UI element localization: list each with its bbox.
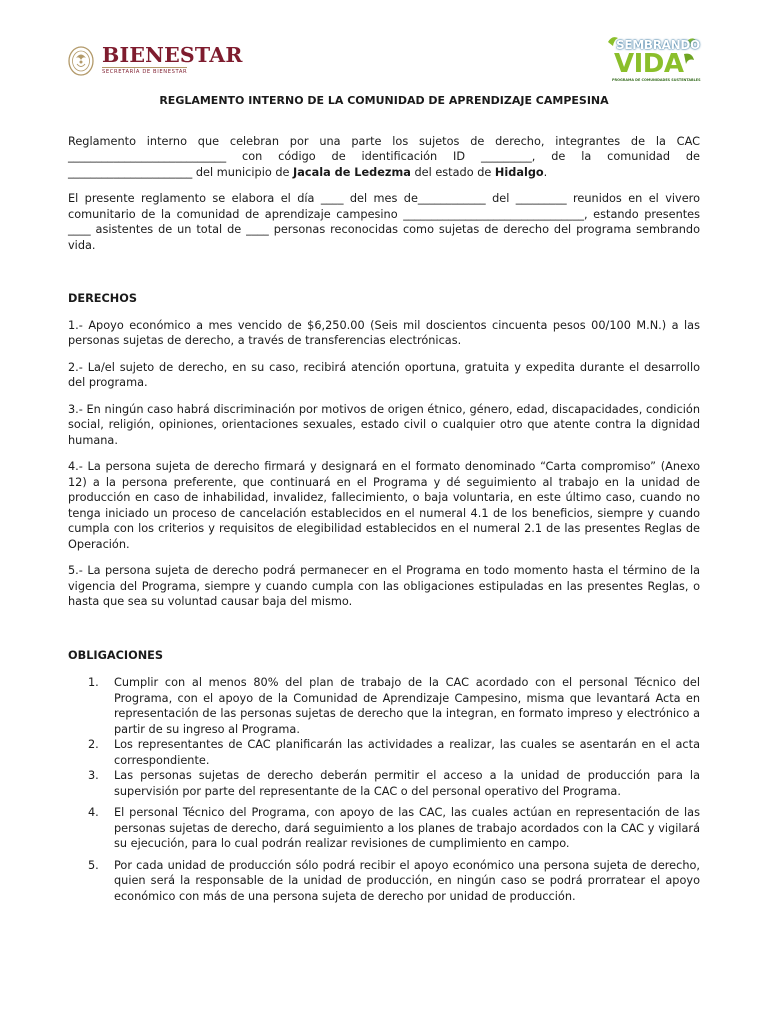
logo-footer-text: PROGRAMA DE COMUNIDADES SUSTENTABLES [612,78,701,82]
obligacion-item: 2. Los representantes de CAC planificarán las actividades a realizar, las cuales se asentarán en el acta correspondiente. [88,738,700,767]
community-blank: ______________________ [68,165,193,179]
bienestar-logo [66,42,243,78]
logo-top-text: SEMBRANDO [616,38,700,52]
document-title: REGLAMENTO INTERNO DE LA COMUNIDAD DE APRENDIZAJE CAMPESINA [159,94,609,107]
obligacion-item: 5. Por cada unidad de producción sólo podrá recibir el apoyo económico una persona sujeta de derecho, quien será la responsable de la unidad de producción, en ningún caso se podrá prorratear el apoyo económico con más de una persona sujeta de derecho por unidad de producción. [88,858,700,903]
sembrando-vida-logo [606,34,701,84]
attendees-blank: ____ [68,223,91,236]
year-blank: _________ [515,192,567,205]
cac-blank: ________________________________ [403,207,584,221]
national-seal-icon [66,42,96,78]
derecho-item: 5.- La persona sujeta de derecho podrá permanecer en el Programa en todo momento hasta el término de la vigencia del Programa, siempre y cuando cumpla con las obligaciones estipuladas en las presentes Reglas, o hasta que sea su voluntad causar baja del mismo. [68,564,700,608]
brand-name: BIENESTAR [102,43,243,67]
document-body [68,93,700,904]
obligacion-item: 4. El personal Técnico del Programa, con apoyo de las CAC, las cuales actúan en representación de las personas sujetas de derecho, dará seguimiento a los planes de trabajo acordados con la CAC y vigilará su ejecución, para lo cual podrán realizar revisiones de cumplimiento en campo. [88,806,700,850]
logo-main-text: VIDA [614,49,684,79]
date-paragraph: El presente reglamento se elabora el día ____ del mes de____________ del _________ reunidos en el vivero comunitario de la comunidad de aprendizaje campesino ________________________________, estando presentes ____ asistentes de un total de ____ personas reconocidas como sujetas de derecho del programa sembrando vida. [68,192,700,252]
letterhead [0,0,768,92]
obligaciones-list [68,675,700,904]
day-blank: ____ [320,192,344,205]
total-blank: ____ [246,223,269,236]
obligacion-item: 3. Las personas sujetas de derecho deberán permitir el acceso a la unidad de producción para la supervisión por parte del representante de la CAC o del personal operativo del Programa. [88,769,700,798]
municipio-name: Jacala de Ledezma [293,165,411,179]
derecho-item: 4.- La persona sujeta de derecho firmará y designará en el formato denominado “Carta compromiso” (Anexo 12) a la persona preferente, que continuará en el Programa y dé seguimiento al trabajo en la unidad de producción en caso de inhabilidad, invalidez, fallecimiento, o baja voluntaria, en este último caso, cuando no tenga iniciado un proceso de cancelación establecidos en el numeral 4.1 de los beneficios, siempre y cuando cumpla con los criterios y requisitos de elegibilidad establecidos en el numeral 2.1 de las presentes Reglas de Operación. [68,460,700,551]
derecho-item: 3.- En ningún caso habrá discriminación por motivos de origen étnico, género, edad, discapacidades, condición social, religión, opiniones, orientaciones sexuales, estado civil o cualquier otro que atente contra la dignidad humana. [68,402,700,447]
cac-id-blank: _________ [480,150,532,163]
intro-paragraph: Reglamento interno que celebran por una parte los sujetos de derecho, integrantes de la CAC ____________________________ con código de identificación ID _________, de la comunidad de ______________________ del municipio de Jacala de Ledezma del estado de Hidalgo. [68,134,700,179]
estado-name: Hidalgo [494,165,544,179]
derechos-heading: DERECHOS [68,292,137,305]
derecho-item: 2.- La/el sujeto de derecho, en su caso, recibirá atención oportuna, gratuita y expedita durante el desarrollo del programa. [68,360,700,389]
month-blank: ____________ [417,192,486,205]
obligaciones-heading: OBLIGACIONES [68,648,164,662]
obligacion-item: 1. Cumplir con al menos 80% del plan de trabajo de la CAC acordado con el personal Técnico del Programa, con el apoyo de la Comunidad de Aprendizaje Campesino, misma que levantará Acta en representación de las personas sujetas de derecho que la integran, en formato impreso y electrónico a partir de su ingreso al Programa. [88,676,700,736]
derecho-item: 1.- Apoyo económico a mes vencido de $6,250.00 (Seis mil doscientos cincuenta pesos 00/100 M.N.) a las personas sujetas de derecho, a través de transferencias electrónicas. [68,318,700,347]
brand-subtitle: SECRETARÍA DE BIENESTAR [102,69,188,75]
cac-name-blank: ____________________________ [68,150,227,163]
